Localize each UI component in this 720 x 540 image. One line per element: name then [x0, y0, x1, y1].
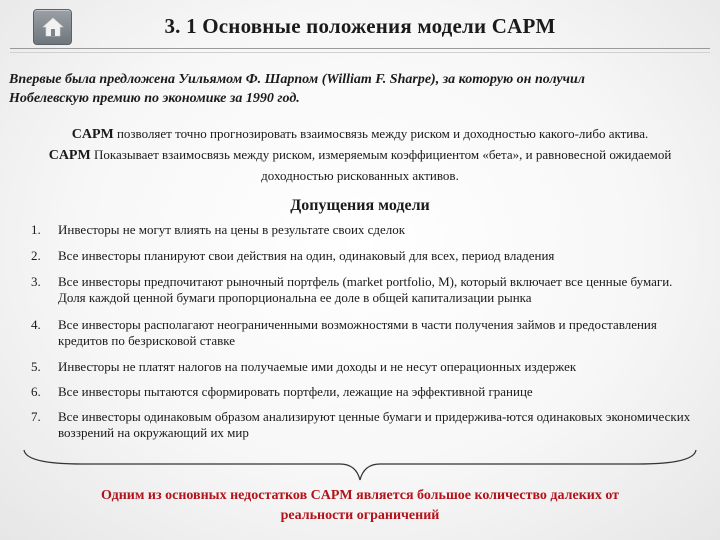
capm-line-1 — [14, 124, 706, 145]
intro-line-1: Впервые была предложена Уильямом Ф. Шарпом (William F. Sharpe), за которую он получил — [9, 72, 585, 87]
item-text: Все инвесторы пытаются сформировать портфели, лежащие на эффективной границе — [58, 384, 533, 399]
list-item — [31, 274, 700, 306]
list-item — [31, 384, 700, 400]
item-text: Инвесторы не платят налогов на получаемые ими доходы и не несут операционных издержек — [58, 359, 577, 374]
list-item — [31, 409, 700, 441]
intro-paragraph — [9, 70, 710, 108]
item-number: 2. — [31, 248, 41, 263]
capm-line-3: доходностью рискованных активов. — [261, 168, 459, 183]
item-text: Все инвесторы одинаковым образом анализируют ценные бумаги и придержива-ются одинаковых экономических воззрений на окружающий их мир — [58, 409, 691, 440]
item-number: 6. — [31, 384, 41, 399]
item-number: 1. — [31, 222, 41, 237]
item-text: Все инвесторы планируют свои действия на один, одинаковый для всех, период владения — [58, 248, 555, 263]
item-text: Все инвесторы располагают неограниченными возможностями в части получения займов и предоставления кредитов по безрисковой ставке — [58, 317, 657, 348]
conclusion-line-2: реальности ограничений — [280, 508, 440, 523]
list-item — [31, 222, 700, 238]
item-text: Все инвесторы предпочитают рыночный портфель (market portfolio, M), который включает все ценные бумаги. Доля каждой ценной бумаги пропорциональна ее доле в общей капитализации рынка — [58, 274, 673, 305]
list-item — [31, 359, 700, 375]
item-number: 4. — [31, 317, 41, 332]
page-title: 3. 1 Основные положения модели CAPM — [164, 14, 556, 38]
curly-brace — [22, 448, 698, 482]
capm-text-2: Показывает взаимосвязь между риском, измеряемым коэффициентом «бета», и равновесной ожидаемой — [90, 147, 672, 162]
item-number: 5. — [31, 359, 41, 374]
capm-term: CAPM — [48, 148, 91, 163]
capm-description — [14, 124, 706, 186]
item-number: 3. — [31, 274, 41, 289]
assumptions-title: Допущения модели — [290, 197, 430, 214]
title-divider — [10, 48, 710, 53]
item-text: Инвесторы не могут влиять на цены в результате своих сделок — [58, 222, 406, 237]
list-item — [31, 317, 700, 349]
intro-line-2: Нобелевскую премию по экономике за 1990 год. — [9, 91, 300, 106]
capm-line-2 — [14, 145, 706, 166]
conclusion-text — [40, 486, 680, 526]
list-item — [31, 248, 700, 264]
capm-text-1: позволяет точно прогнозировать взаимосвязь между риском и доходностью какого-либо актива. — [113, 126, 649, 141]
conclusion-line-1: Одним из основных недостатков CAPM является большое количество далеких от — [100, 488, 620, 503]
capm-term: CAPM — [71, 127, 114, 142]
item-number: 7. — [31, 409, 41, 424]
